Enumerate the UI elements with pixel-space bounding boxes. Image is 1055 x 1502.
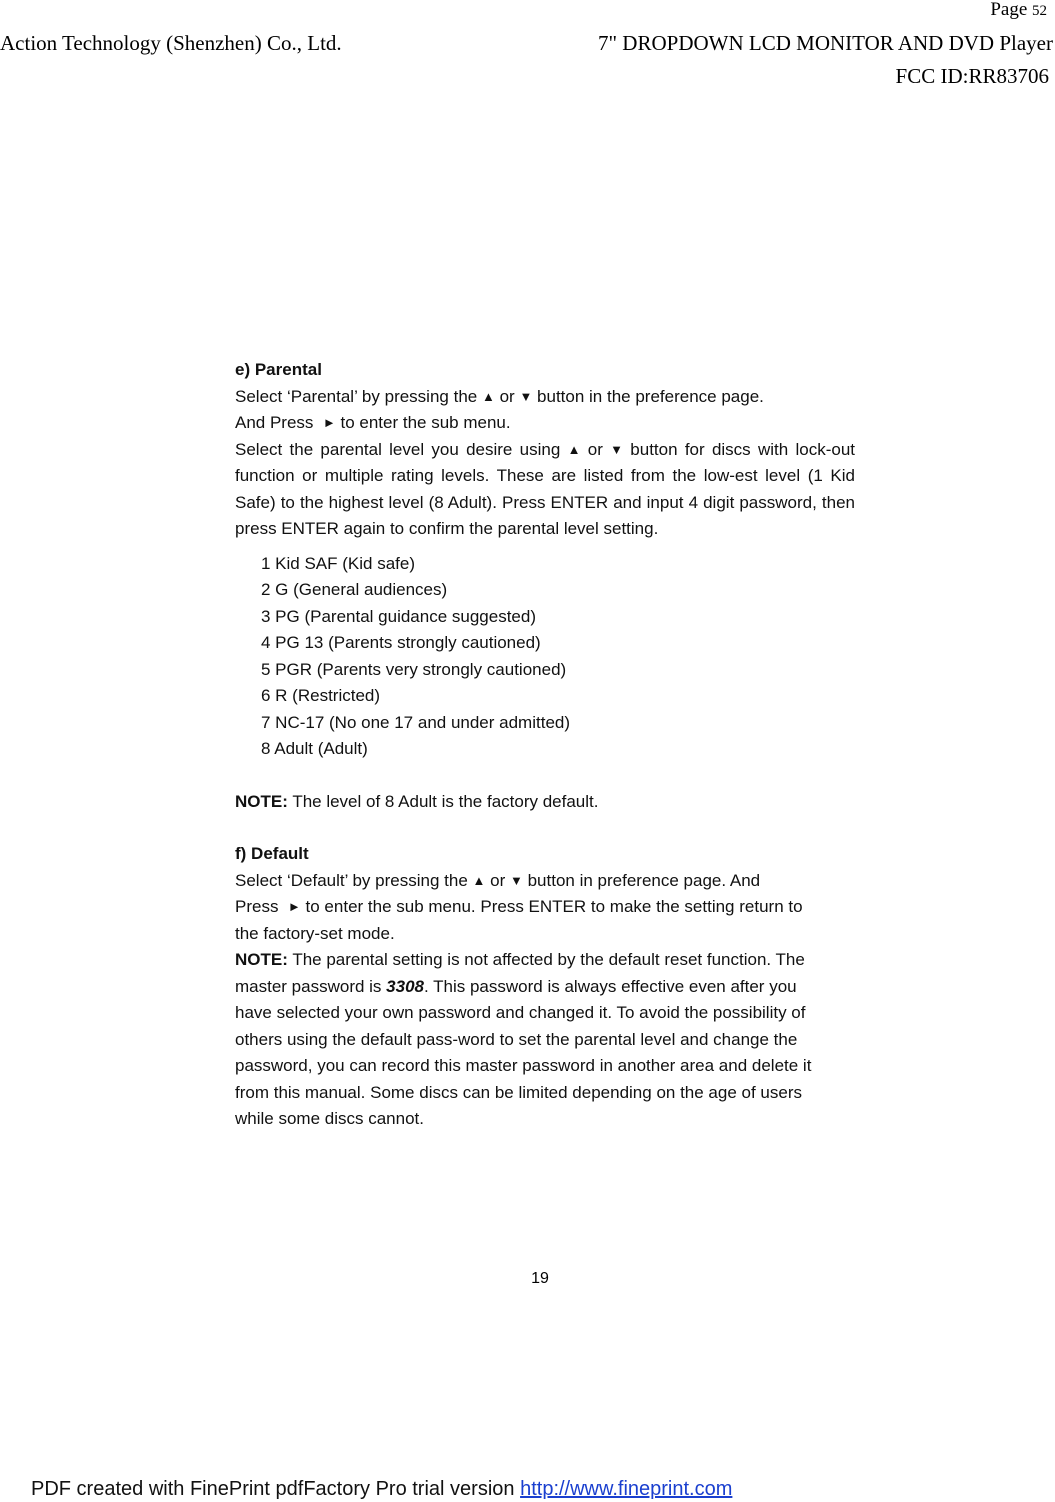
parental-line-1: Select ‘Parental’ by pressing the ▲ or ▼ button in the preference page. — [235, 384, 855, 411]
rating-item: 3 PG (Parental guidance suggested) — [261, 606, 537, 626]
default-note: NOTE: The parental setting is not affected by the default reset function. The master password is 3308. This password is always effective even after you have selected your own password and changed it. To avoid the possibility of others using the default pass-word to set the parental level and change the password, you can record this master password in another area and delete it from this manual. Some discs can be limited depending on the age of users while some discs cannot. — [235, 950, 812, 1128]
right-arrow-icon: ► — [287, 899, 301, 914]
master-password: 3308 — [386, 976, 424, 996]
fcc-id: FCC ID:RR83706 — [895, 64, 1049, 88]
page-number: 52 — [1032, 3, 1047, 19]
rating-item: 8 Adult (Adult) — [261, 739, 368, 758]
default-heading: f) Default — [235, 844, 309, 863]
down-arrow-icon: ▼ — [509, 872, 523, 888]
product-title: 7" DROPDOWN LCD MONITOR AND DVD Player — [597, 31, 1053, 55]
page-number-header — [990, 0, 1047, 21]
page-footer-number: 19 — [531, 1270, 549, 1287]
parental-line-3: Select the parental level you desire using ▲ or ▼ button for discs with lock-out function or multiple rating levels. These are listed from the low-est level (1 Kid Safe) to the highest level (8 Adult). Press ENTER and input 4 digit password, then press ENTER again to confirm the parental level setting. — [235, 437, 855, 543]
footer-text: PDF created with FinePrint pdfFactory Pro trial version — [31, 1478, 515, 1500]
rating-item: 7 NC-17 (No one 17 and under admitted) — [261, 712, 571, 732]
default-line-2: Press ► to enter the sub menu. Press ENTER to make the setting return to the factory-set mode. — [235, 894, 855, 947]
company-name: Action Technology (Shenzhen) Co., Ltd. — [0, 31, 342, 55]
rating-item: 5 PGR (Parents very strongly cautioned) — [261, 659, 567, 679]
down-arrow-icon: ▼ — [610, 441, 624, 457]
rating-item: 4 PG 13 (Parents strongly cautioned) — [261, 633, 541, 652]
down-arrow-icon: ▼ — [519, 388, 533, 404]
up-arrow-icon: ▲ — [472, 872, 486, 888]
pdf-footer — [31, 1476, 732, 1502]
rating-list — [235, 551, 855, 763]
up-arrow-icon: ▲ — [481, 388, 495, 404]
rating-item: 1 Kid SAF (Kid safe) — [261, 553, 416, 573]
default-line-1: Select ‘Default’ by pressing the ▲ or ▼ button in preference page. And — [235, 868, 855, 895]
manual-content — [235, 357, 855, 1133]
right-arrow-icon: ► — [322, 415, 336, 430]
up-arrow-icon: ▲ — [567, 441, 581, 457]
parental-heading: e) Parental — [235, 360, 322, 379]
rating-item: 6 R (Restricted) — [261, 686, 381, 705]
parental-line-2: And Press ► to enter the sub menu. — [235, 410, 855, 437]
footer-link[interactable]: http://www.fineprint.com — [520, 1478, 733, 1500]
page-label: Page — [990, 0, 1028, 20]
rating-item: 2 G (General audiences) — [261, 580, 448, 599]
parental-note: NOTE: The level of 8 Adult is the factory default. — [235, 791, 599, 811]
